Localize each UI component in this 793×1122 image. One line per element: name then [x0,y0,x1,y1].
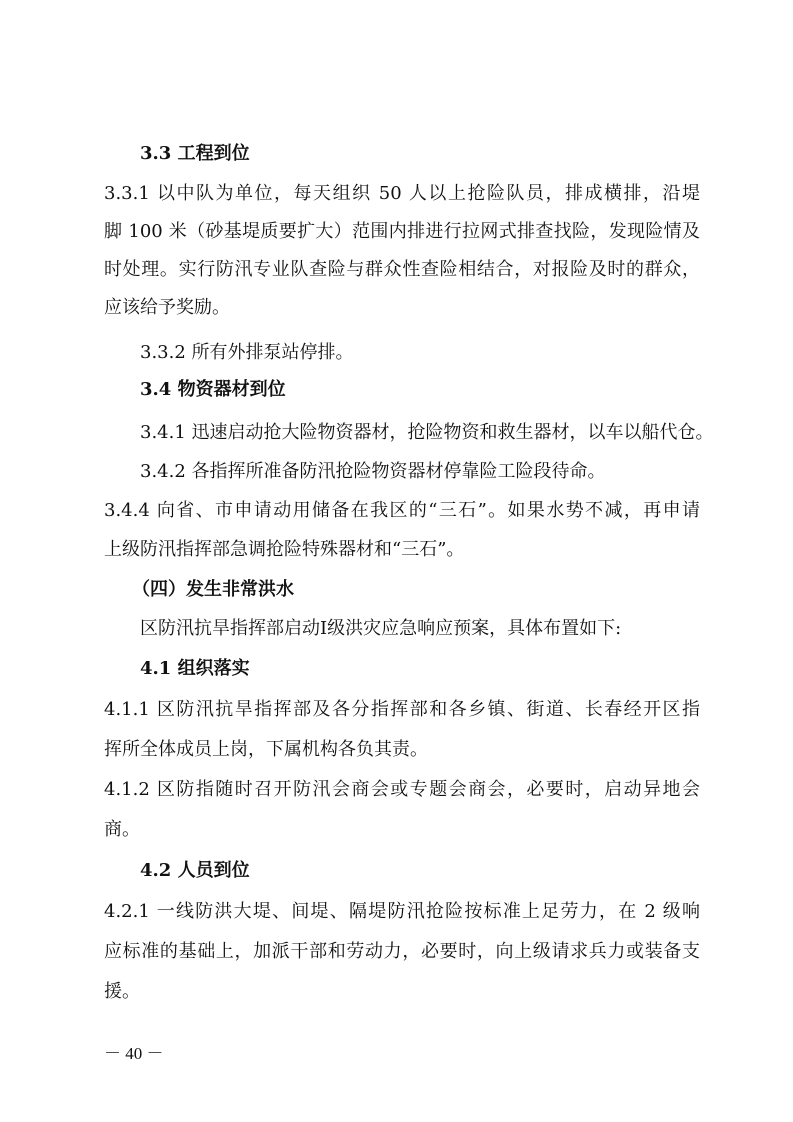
paragraph-3-3-1-line-2: 脚 100 米（砂基堤质要扩大）范围内排进行拉网式排查找险，发现险情及 [104,221,700,242]
heading-4-1: 4.1 组织落实 [140,658,250,679]
paragraph-4-1-1-line-2: 挥所全体成员上岗，下属机构各负其责。 [104,739,428,760]
paragraph-3-3-2: 3.3.2 所有外排泵站停排。 [140,342,354,363]
heading-3-4: 3.4 物资器材到位 [140,379,286,400]
paragraph-4-2-1-line-2: 应标准的基础上，加派干部和劳动力，必要时，向上级请求兵力或装备支 [104,941,700,962]
section-four-heading: （四）发生非常洪水 [132,579,294,600]
paragraph-4-1-2-line-1: 4.1.2 区防指随时召开防汛会商会或专题会商会，必要时，启动异地会 [104,779,700,800]
paragraph-3-3-1-line-3: 时处理。实行防汛专业队查险与群众性查险相结合，对报险及时的群众， [104,259,700,280]
paragraph-3-4-4-line-2: 上级防汛指挥部急调抢险特殊器材和“三石”。 [104,539,465,560]
page-number: － 40 － [104,1044,164,1063]
paragraph-4-1-1-line-1: 4.1.1 区防汛抗旱指挥部及各分指挥部和各乡镇、街道、长春经开区指 [104,699,700,720]
paragraph-4-2-1-line-3: 援。 [104,981,140,1002]
paragraph-3-4-2: 3.4.2 各指挥所准备防汛抢险物资器材停靠险工险段待命。 [140,461,606,482]
paragraph-4-2-1-line-1: 4.2.1 一线防洪大堤、间堤、隔堤防汛抢险按标准上足劳力，在 2 级响 [104,901,700,922]
paragraph-3-4-1: 3.4.1 迅速启动抢大险物资器材，抢险物资和救生器材，以车以船代仓。 [140,422,714,443]
heading-3-3: 3.3 工程到位 [140,143,250,164]
paragraph-3-3-1-line-4: 应该给予奖励。 [104,297,230,318]
section-four-intro: 区防汛抗旱指挥部启动Ⅰ级洪灾应急响应预案，具体布置如下: [140,618,622,639]
paragraph-3-3-1-line-1: 3.3.1 以中队为单位，每天组织 50 人以上抢险队员，排成横排，沿堤 [104,183,700,204]
paragraph-3-4-4-line-1: 3.4.4 向省、市申请动用储备在我区的“三石”。如果水势不减，再申请 [104,500,700,521]
paragraph-4-1-2-line-2: 商。 [104,819,140,840]
heading-4-2: 4.2 人员到位 [140,860,250,881]
